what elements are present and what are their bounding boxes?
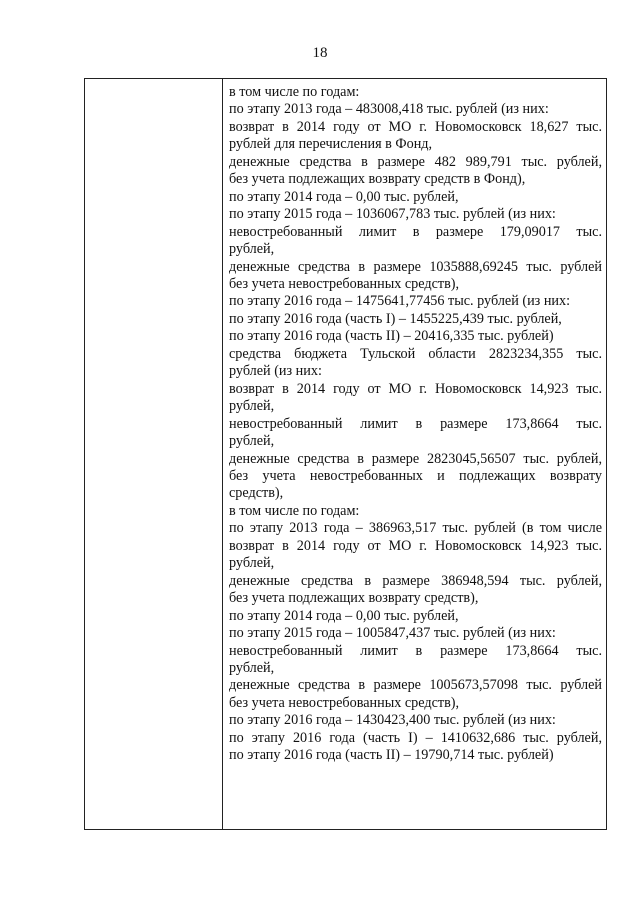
text-line: рублей для перечисления в Фонд, — [229, 136, 433, 153]
text-line: денежные средства в размере 482 989,791 тыс. рублей, — [229, 153, 602, 170]
text-line: возврат в 2014 году от МО г. Новомосковск 14,923 тыс. — [229, 537, 602, 554]
table-text-cell — [223, 79, 606, 829]
text-line: по этапу 2016 года (часть I) – 1455225,439 тыс. рублей, — [229, 310, 562, 327]
text-line: невостребованный лимит в размере 173,8664 тыс. — [229, 642, 602, 659]
text-line: в том числе по годам: — [229, 502, 360, 519]
text-line: денежные средства в размере 1035888,69245 тыс. рублей — [229, 258, 602, 275]
text-line: без учета невостребованных средств), — [229, 694, 460, 711]
text-line: в том числе по годам: — [229, 84, 360, 100]
text-line: без учета подлежащих возврату средств в Фонд), — [229, 171, 526, 188]
text-line: без учета невостребованных и подлежащих возврату — [229, 467, 602, 484]
text-line: денежные средства в размере 2823045,56507 тыс. рублей, — [229, 450, 602, 467]
text-line: без учета невостребованных средств), — [229, 275, 460, 292]
text-line: по этапу 2013 года – 483008,418 тыс. рублей (из них: — [229, 101, 549, 118]
text-line: по этапу 2016 года (часть II) – 20416,335 тыс. рублей) — [229, 328, 554, 345]
text-line: денежные средства в размере 1005673,57098 тыс. рублей — [229, 677, 602, 694]
text-line: по этапу 2015 года – 1036067,783 тыс. рублей (из них: — [229, 206, 556, 223]
text-line: рублей, — [229, 659, 275, 676]
text-line: рублей (из них: — [229, 363, 322, 380]
text-line: невостребованный лимит в размере 179,09017 тыс. — [229, 223, 602, 240]
text-line: по этапу 2015 года – 1005847,437 тыс. рублей (из них: — [229, 625, 556, 642]
text-line: средств), — [229, 485, 284, 502]
text-line: средства бюджета Тульской области 2823234,355 тыс. — [229, 345, 602, 362]
text-line: рублей, — [229, 241, 275, 258]
text-line: рублей, — [229, 433, 275, 450]
text-line: невостребованный лимит в размере 173,8664 тыс. — [229, 415, 602, 432]
document-table — [84, 78, 607, 830]
text-line: по этапу 2013 года – 386963,517 тыс. рублей (в том числе — [229, 520, 602, 537]
text-line: по этапу 2016 года – 1430423,400 тыс. рублей (из них: — [229, 712, 556, 729]
text-line: по этапу 2014 года – 0,00 тыс. рублей, — [229, 188, 459, 205]
text-line: возврат в 2014 году от МО г. Новомосковск 18,627 тыс. — [229, 118, 602, 135]
text-line: рублей, — [229, 398, 275, 415]
text-line: по этапу 2016 года (часть II) – 19790,714 тыс. рублей) — [229, 747, 554, 764]
table-left-cell — [85, 79, 223, 829]
text-line: по этапу 2016 года – 1475641,77456 тыс. рублей (из них: — [229, 293, 571, 310]
text-line: по этапу 2016 года (часть I) – 1410632,686 тыс. рублей, — [229, 729, 602, 746]
text-line: по этапу 2014 года – 0,00 тыс. рублей, — [229, 607, 459, 624]
text-line: денежные средства в размере 386948,594 тыс. рублей, — [229, 572, 602, 589]
text-line: рублей, — [229, 555, 275, 572]
page-number: 18 — [312, 45, 328, 61]
text-line: возврат в 2014 году от МО г. Новомосковск 14,923 тыс. — [229, 380, 602, 397]
text-line: без учета подлежащих возврату средств), — [229, 590, 479, 607]
